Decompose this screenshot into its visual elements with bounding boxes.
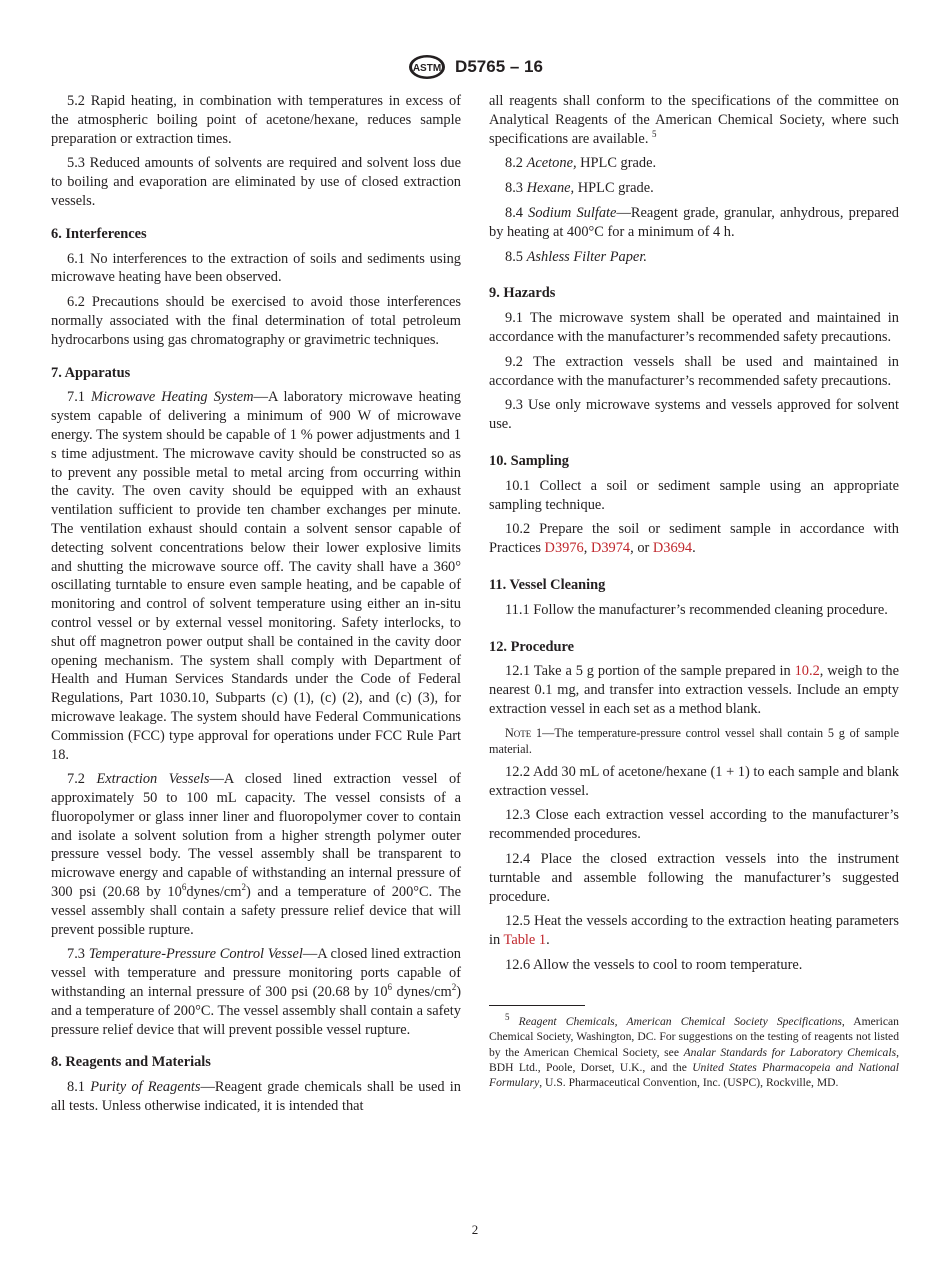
section-heading-11: 11. Vessel Cleaning bbox=[489, 576, 606, 593]
link-table-1[interactable]: Table 1 bbox=[503, 932, 547, 949]
paragraph-12-3: 12.3 Close each extraction vessel according to the manufacturer’s recommended procedures. bbox=[489, 807, 899, 843]
page-header bbox=[0, 54, 950, 84]
link-d3974[interactable]: D3974 bbox=[590, 540, 631, 557]
paragraph-8-4: 8.4 Sodium Sulfate—Reagent grade, granular, anhydrous, prepared by heating at 400°C for a minimum of 4 h. bbox=[489, 204, 899, 240]
paragraph-12-1: 12.1 Take a 5 g portion of the sample prepared in 10.2, weigh to the nearest 0.1 mg, and transfer into extraction vessels. Include an empty extraction vessel in each set as a method blank. bbox=[489, 663, 899, 717]
right-column bbox=[489, 92, 899, 1097]
paragraph-11-1: 11.1 Follow the manufacturer’s recommended cleaning procedure. bbox=[505, 601, 888, 618]
paragraph-12-4: 12.4 Place the closed extraction vessels into the instrument turntable and assemble following the manufacturer’s suggested procedure. bbox=[489, 850, 899, 905]
link-d3976[interactable]: D3976 bbox=[544, 540, 584, 557]
footnote-divider bbox=[489, 1005, 585, 1006]
paragraph-9-1: 9.1 The microwave system shall be operated and maintained in accordance with the manufacturer’s recommended safety precautions. bbox=[489, 310, 899, 345]
paragraph-8-1-continued: all reagents shall conform to the specifications of the committee on Analytical Reagents of the American Chemical Society, where such specifications are available. $^5$ bbox=[489, 93, 899, 147]
paragraph-7-2: 7.2 Extraction Vessels—A closed lined extraction vessel of approximately 50 to 100 mL capacity. The vessel consists of a fluoropolymer or glass inner liner and fluoropolymer cover to contain and isolate a solvent solution from a higher strength polymer outer pressure vessel body. The vessel assembly shall be transparent to microwave energy and capable of withstanding an internal pressure of 300 psi (20.68 by $10^6dynes/cm^2$) and a temperature of 200°C. The vessel assembly shall contain a safety pressure relief device that will prevent possible rupture. bbox=[51, 771, 461, 938]
paragraph-10-1: 10.1 Collect a soil or sediment sample using an appropriate sampling technique. bbox=[489, 477, 899, 513]
section-heading-7: 7. Apparatus bbox=[51, 364, 131, 381]
paragraph-12-2: 12.2 Add 30 mL of acetone/hexane (1 + 1) to each sample and blank extraction vessel. bbox=[489, 763, 899, 799]
section-heading-6: 6. Interferences bbox=[51, 225, 147, 242]
paragraph-6-2: 6.2 Precautions should be exercised to avoid those interferences normally associated with the final determination of total petroleum hydrocarbons using gas chromatography or gravimetric techniques. bbox=[51, 294, 461, 348]
note-1: Note 1—The temperature-pressure control vessel shall contain 5 g of sample material. bbox=[489, 725, 900, 756]
paragraph-7-1: 7.1 Microwave Heating System—A laboratory microwave heating system capable of delivering a minimum of 900 W of microwave energy. The system should be capable of 1 % power adjustments and 1 s time adjustment. The microwave cavity should be constructed so as to prevent any possible metal to metal arcing from occurring within the cavity. The oven cavity should be equipped with an exhaust ventilation sufficient to provide ten chamber exchanges per minute. The ventilation exhaust should contain a solvent sensor capable of detecting solvent concentrations below their lower explosive limits and shutting the microwave source off. The cavity shall have a 360° oscillating turntable to ensure even sample heating, and be capable of monitoring and control of solvent temperature using either an in-situ control vessel or by external vessel monitoring. Safety interlocks, to shut off magnetron power output shall be contained in the cavity door opening mechanism. The system shall comply with Department of Health and Human Services Standards under the Code of Federal Regulations, Part 1030.10, Subparts (c) (1), (c) (2), and (c) (3), for microwave leakage. The system should have Federal Communications Commission (FCC) type approval for operations under FCC Rule Part 18. bbox=[51, 389, 461, 763]
section-heading-8: 8. Reagents and Materials bbox=[51, 1054, 211, 1071]
paragraph-8-5: 8.5 Ashless Filter Paper. bbox=[505, 248, 647, 265]
paragraph-8-2: 8.2 Acetone, HPLC grade. bbox=[505, 155, 657, 172]
paragraph-12-6: 12.6 Allow the vessels to cool to room temperature. bbox=[505, 956, 803, 973]
paragraph-12-5: 12.5 Heat the vessels according to the extraction heating parameters in Table 1. bbox=[489, 913, 899, 949]
left-column bbox=[51, 92, 461, 1122]
link-d3694[interactable]: D3694 bbox=[652, 540, 693, 557]
svg-text:ASTM: ASTM bbox=[412, 63, 442, 74]
paragraph-7-3: 7.3 Temperature-Pressure Control Vessel—A closed lined extraction vessel with temperature and pressure monitoring ports capable of withstanding an internal pressure of 300 psi (20.68 by $10^6$ dynes/$cm^2$) and a temperature of 200°C. The vessel assembly shall contain a safety pressure relief device that will prevent possible vessel rupture. bbox=[51, 946, 462, 1038]
footnote-5: $^5$ Reagent Chemicals, American Chemical Society Specifications, American Chemical Society, Washington, DC. For suggestions on the testing of reagents not listed by the American Chemical Society, see Analar Standards for Laboratory Chemicals, BDH Ltd., Poole, Dorset, U.K., and the United States Pharmacopeia and National Formulary, U.S. Pharmaceutical Convention, Inc. (USPC), Rockville, MD. bbox=[489, 1011, 900, 1090]
paragraph-5-3: 5.3 Reduced amounts of solvents are required and solvent loss due to boiling and evaporation are eliminated by use of closed extraction vessels. bbox=[51, 155, 461, 209]
link-10-2[interactable]: 10.2 bbox=[794, 663, 820, 680]
paragraph-5-2: 5.2 Rapid heating, in combination with temperatures in excess of the atmospheric boiling point of acetone/hexane, reduces sample preparation or extraction times. bbox=[51, 93, 461, 147]
footnote-ref-5[interactable]: 5 bbox=[652, 128, 657, 139]
paragraph-6-1: 6.1 No interferences to the extraction of soils and sediments using microwave heating have been observed. bbox=[51, 250, 461, 286]
paragraph-10-2: 10.2 Prepare the soil or sediment sample in accordance with Practices D3976, D3974, or D3694. bbox=[489, 521, 899, 557]
paragraph-9-3: 9.3 Use only microwave systems and vessels approved for solvent use. bbox=[489, 397, 899, 433]
astm-logo-icon bbox=[407, 54, 447, 80]
section-heading-9: 9. Hazards bbox=[489, 285, 556, 302]
page-number: 2 bbox=[471, 1222, 479, 1237]
paragraph-8-1: 8.1 Purity of Reagents—Reagent grade chemicals shall be used in all tests. Unless otherwise indicated, it is intended that bbox=[51, 1079, 462, 1115]
document-designation: D5765 – 16 bbox=[455, 57, 543, 76]
section-heading-12: 12. Procedure bbox=[489, 638, 574, 655]
paragraph-8-3: 8.3 Hexane, HPLC grade. bbox=[505, 180, 654, 197]
section-heading-10: 10. Sampling bbox=[489, 452, 569, 469]
paragraph-9-2: 9.2 The extraction vessels shall be used and maintained in accordance with the manufacturer’s recommended safety precautions. bbox=[489, 353, 899, 389]
